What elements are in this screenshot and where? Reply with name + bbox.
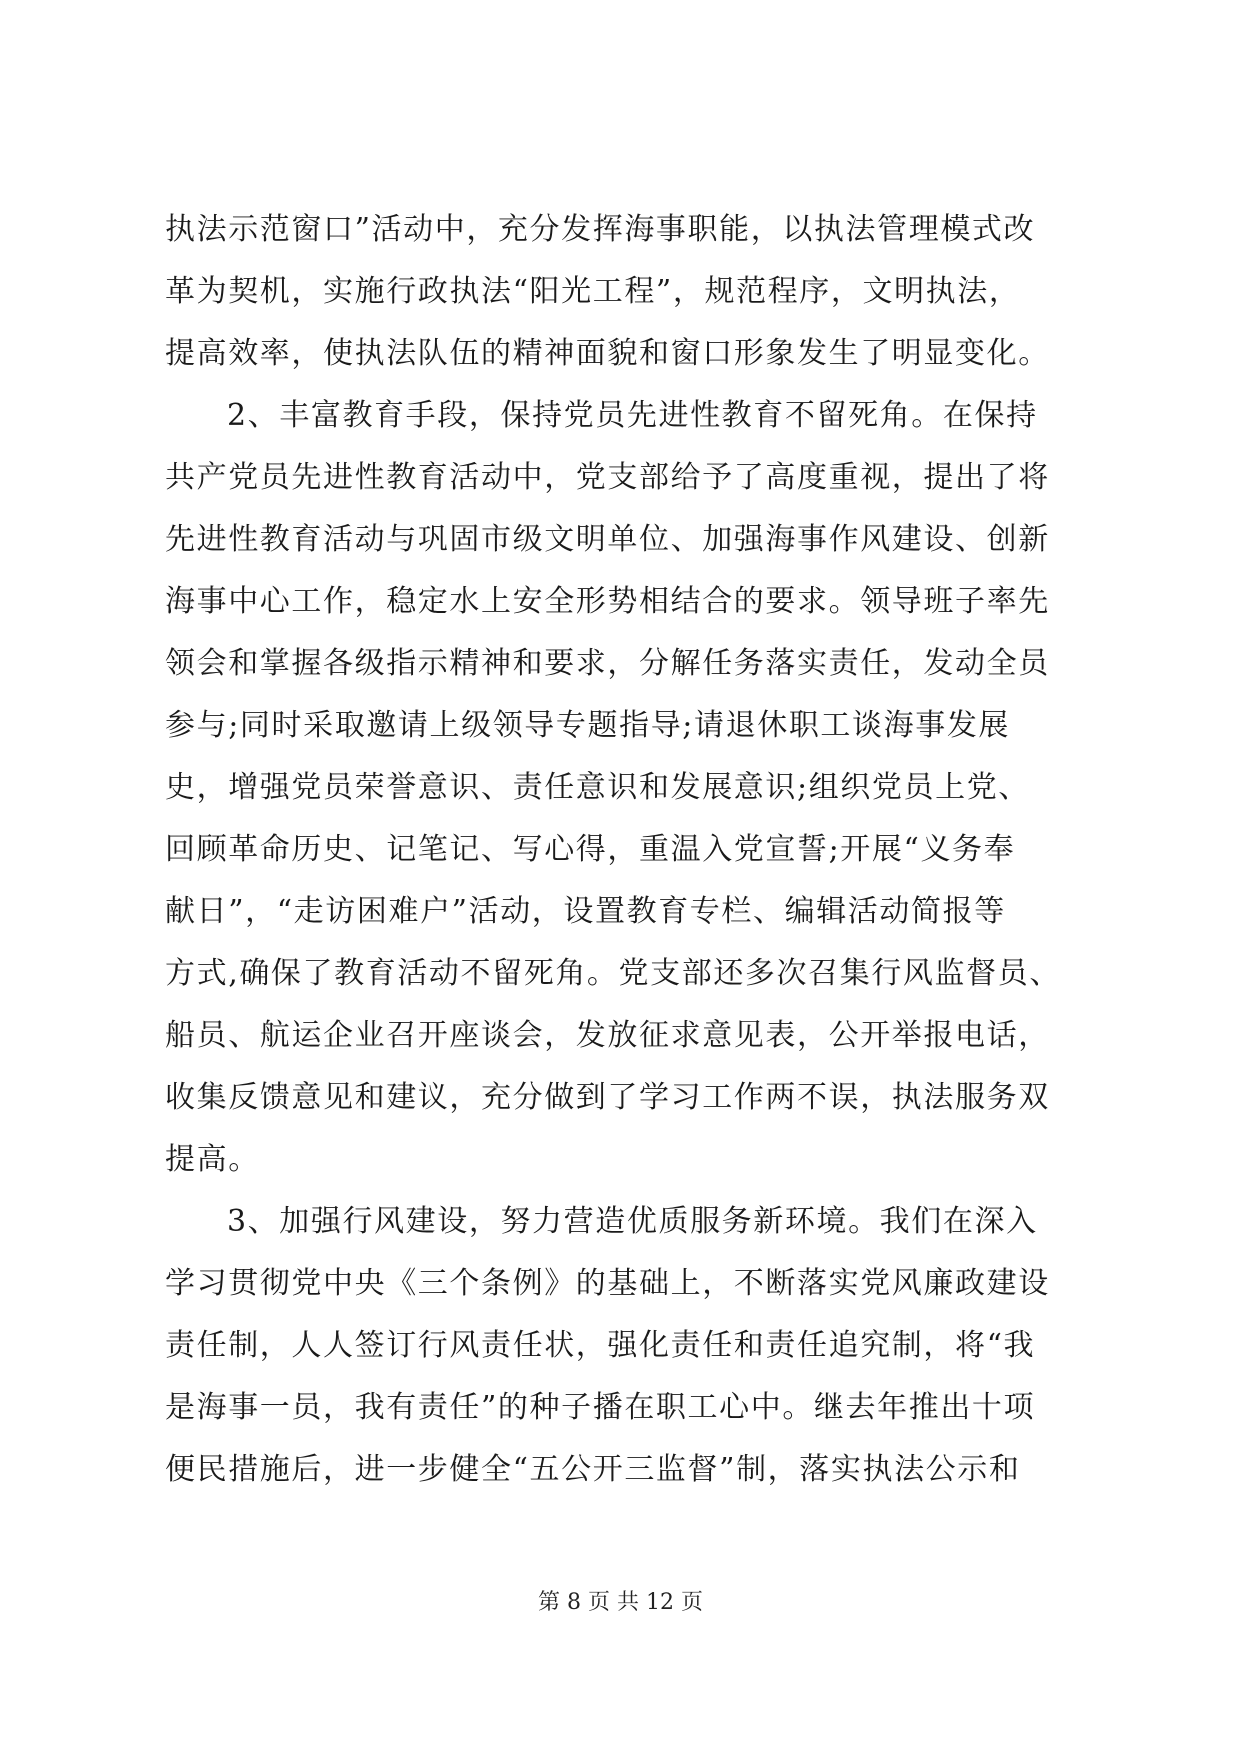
text-line: 革为契机，实施行政执法“阳光工程”，规范程序，文明执法， [165, 274, 1021, 309]
text-line: 船员、航运企业召开座谈会，发放征求意见表，公开举报电话， [165, 1018, 1050, 1053]
text-line: 收集反馈意见和建议，充分做到了学习工作两不误，执法服务双 [165, 1080, 1050, 1115]
text-line: 执法示范窗口”活动中，充分发挥海事职能，以执法管理模式改 [165, 212, 1036, 247]
page-number-footer: 第 8 页 共 12 页 [538, 1590, 703, 1615]
text-line: 史，增强党员荣誉意识、责任意识和发展意识;组织党员上党、 [165, 770, 1030, 805]
text-line: 参与;同时采取邀请上级领导专题指导;请退休职工谈海事发展 [165, 708, 1011, 743]
paragraph-start-line: 2、丰富教育手段，保持党员先进性教育不留死角。在保持 [227, 398, 1038, 433]
text-line: 领会和掌握各级指示精神和要求，分解任务落实责任，发动全员 [165, 646, 1050, 681]
text-line: 回顾革命历史、记笔记、写心得，重温入党宣誓;开展“义务奉 [165, 832, 1016, 867]
text-line: 便民措施后，进一步健全“五公开三监督”制，落实执法公示和 [165, 1452, 1021, 1487]
text-line: 是海事一员，我有责任”的种子播在职工心中。继去年推出十项 [165, 1390, 1036, 1425]
paragraph-start-line: 3、加强行风建设，努力营造优质服务新环境。我们在深入 [227, 1204, 1038, 1239]
text-line: 提高效率，使执法队伍的精神面貌和窗口形象发生了明显变化。 [165, 336, 1050, 371]
text-line: 海事中心工作，稳定水上安全形势相结合的要求。领导班子率先 [165, 584, 1050, 619]
text-line: 献日”，“走访困难户”活动，设置教育专栏、编辑活动简报等 [165, 894, 1006, 929]
text-line: 先进性教育活动与巩固市级文明单位、加强海事作风建设、创新 [165, 522, 1050, 557]
text-line: 提高。 [165, 1142, 260, 1177]
text-line: 方式,确保了教育活动不留死角。党支部还多次召集行风监督员、 [165, 956, 1061, 991]
text-line: 责任制，人人签订行风责任状，强化责任和责任追究制，将“我 [165, 1328, 1036, 1363]
text-line: 学习贯彻党中央《三个条例》的基础上，不断落实党风廉政建设 [165, 1266, 1050, 1301]
text-line: 共产党员先进性教育活动中，党支部给予了高度重视，提出了将 [165, 460, 1050, 495]
